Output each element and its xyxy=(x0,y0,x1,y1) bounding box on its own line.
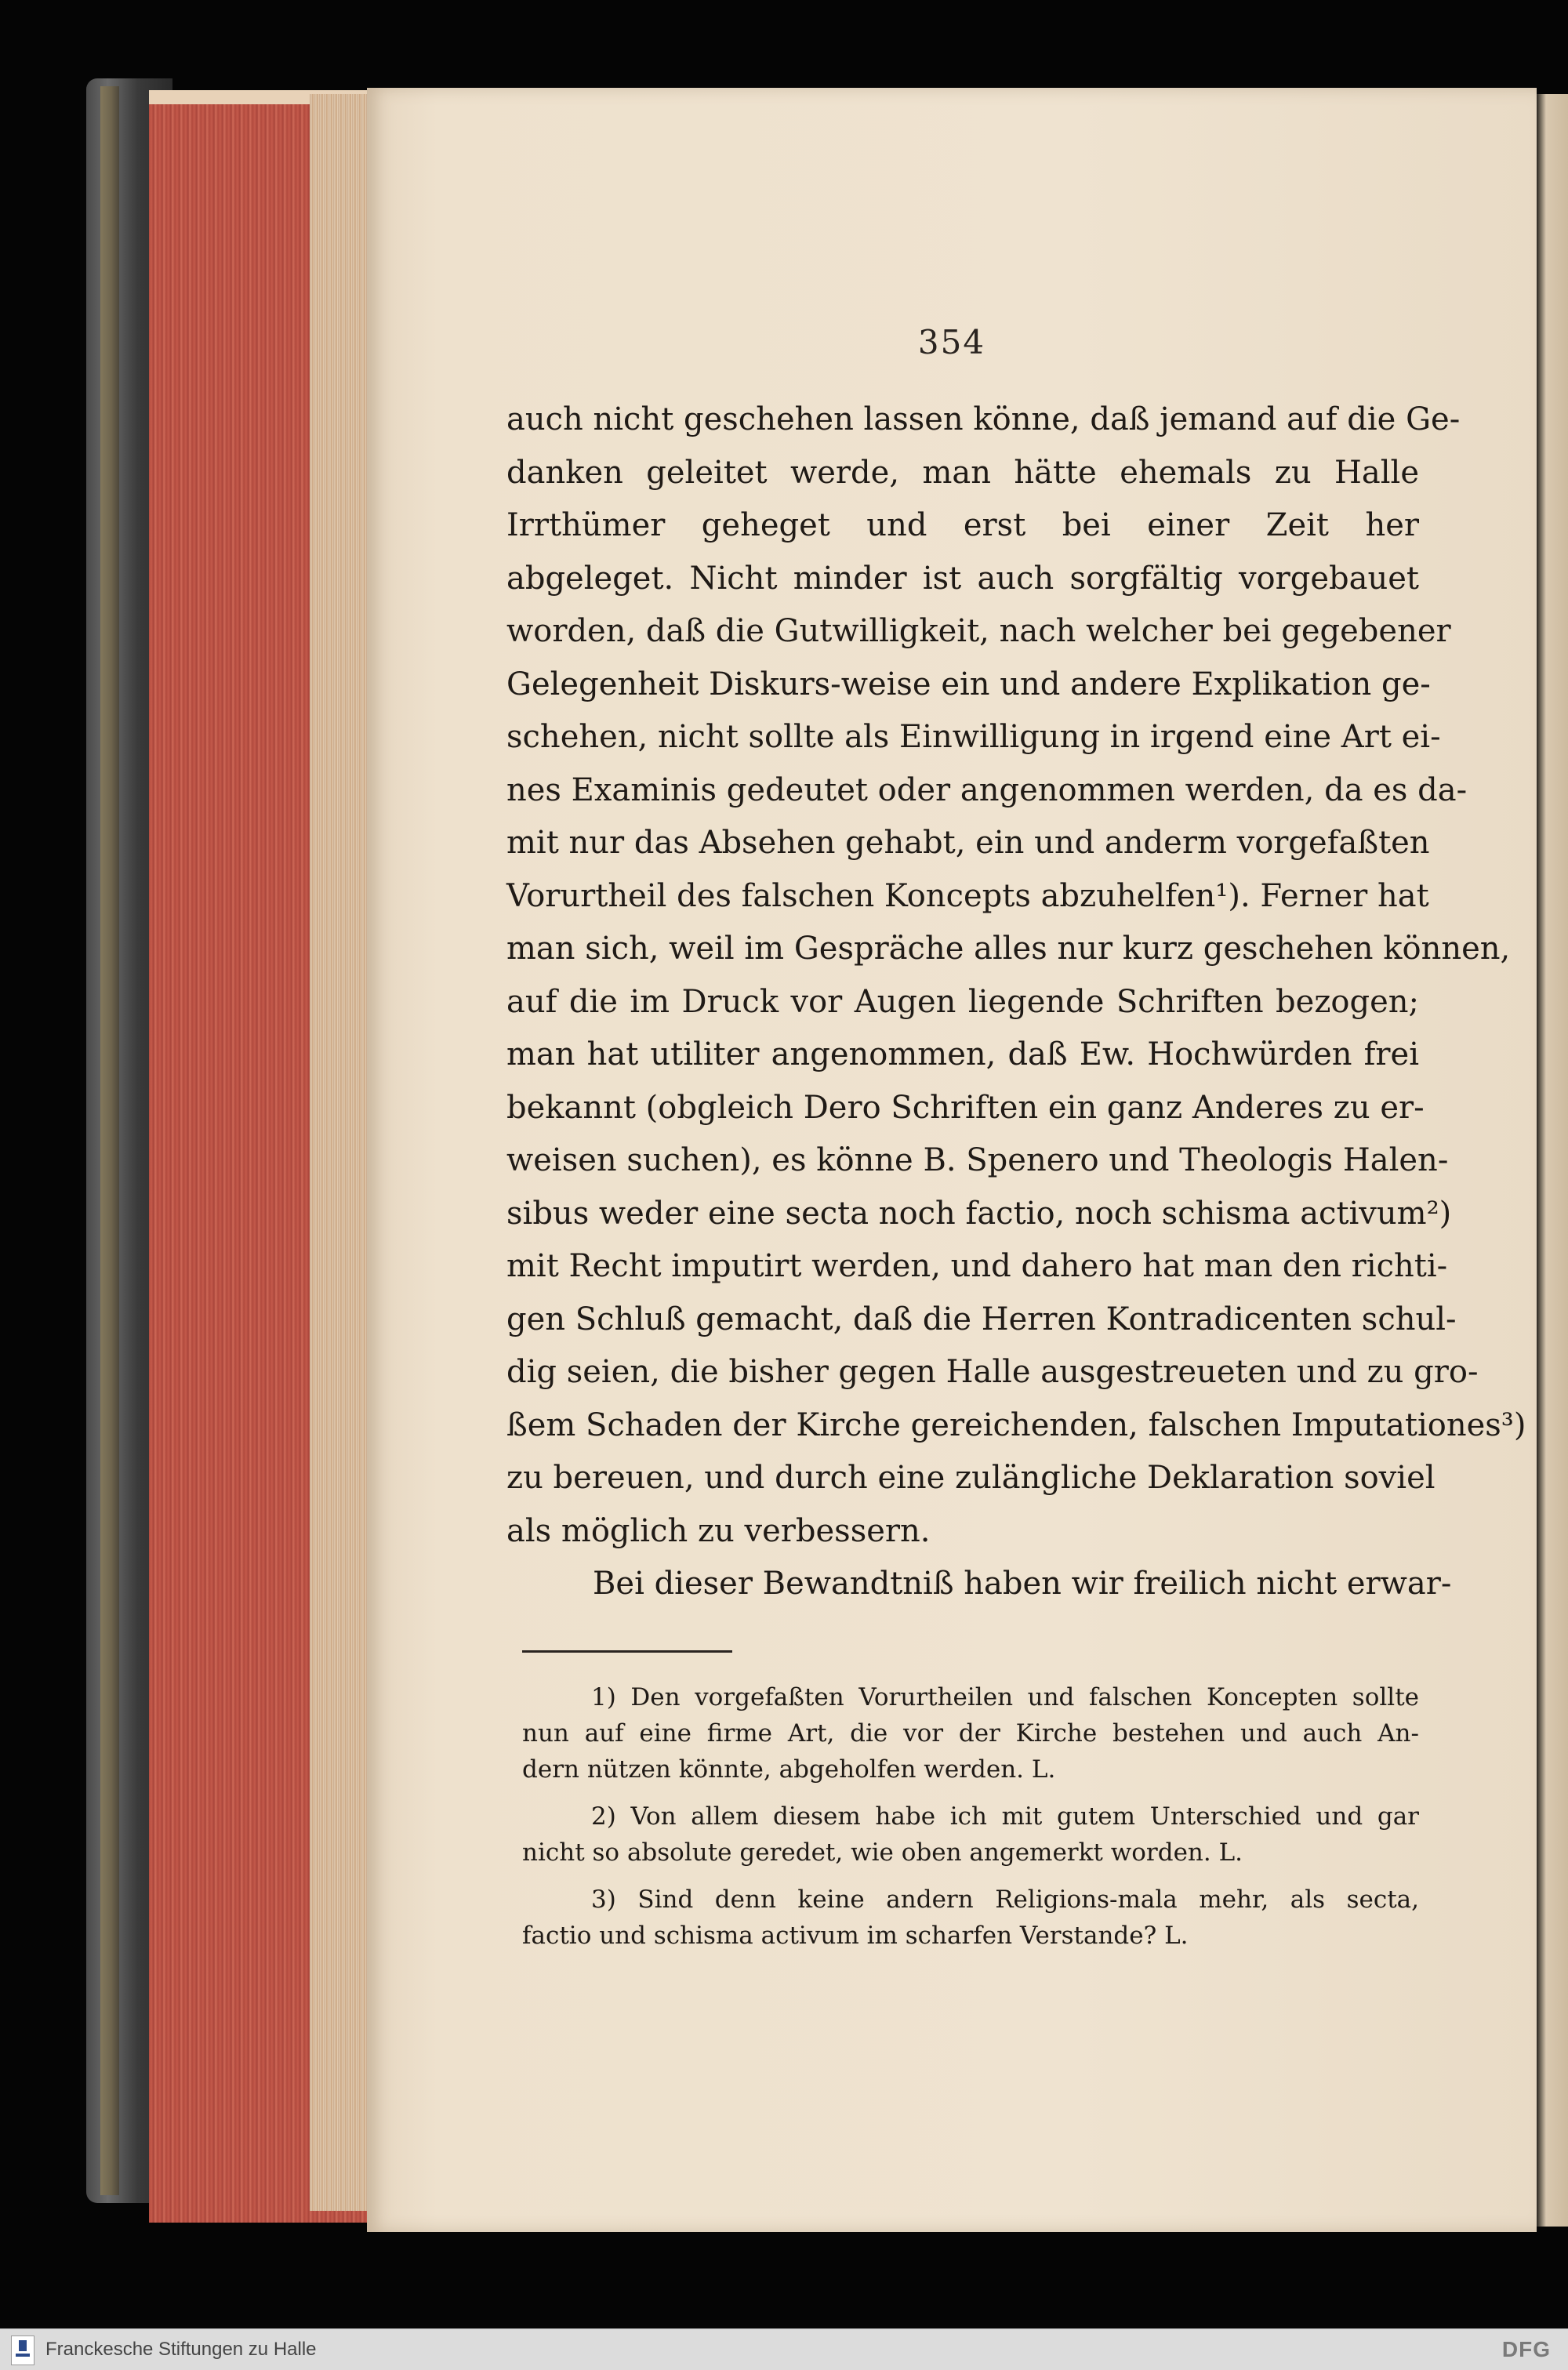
footnote-line: nun auf eine firme Art, die vor der Kirche bestehen und auch An- xyxy=(522,1719,1419,1748)
footnote xyxy=(522,1679,1419,1787)
footnote xyxy=(522,1882,1419,1954)
text-line: auf die im Druck vor Augen liegende Schriften bezogen; xyxy=(506,983,1419,1020)
text-line: weisen suchen), es könne B. Spenero und Theologis Halen- xyxy=(506,1142,1449,1178)
text-line: man sich, weil im Gespräche alles nur kurz geschehen können, xyxy=(506,931,1511,967)
text-line: Bei dieser Bewandtniß haben wir freilich nicht erwar- xyxy=(593,1566,1452,1602)
text-line: zu bereuen, und durch eine zulängliche Deklaration soviel xyxy=(506,1460,1436,1496)
text-line: bekannt (obgleich Dero Schriften ein ganz Anderes zu er- xyxy=(506,1089,1425,1126)
library-logo-icon xyxy=(11,2336,34,2365)
footnote-line: 2) Von allem diesem habe ich mit gutem Unterschied und gar xyxy=(591,1802,1419,1831)
institution-name: Franckesche Stiftungen zu Halle xyxy=(45,2339,317,2360)
text-line: dig seien, die bisher gegen Halle ausgestreueten und zu gro- xyxy=(506,1354,1479,1390)
text-line: sibus weder eine secta noch factio, noch schisma activum²) xyxy=(506,1195,1452,1232)
footnote xyxy=(522,1798,1419,1871)
dfg-logo: DFG xyxy=(1501,2337,1551,2361)
text-line: danken geleitet werde, man hätte ehemals zu Halle xyxy=(506,454,1419,491)
text-line: ßem Schaden der Kirche gereichenden, falschen Imputationes³) xyxy=(506,1406,1526,1443)
book-page xyxy=(367,88,1537,2232)
body-text xyxy=(506,394,1526,1611)
text-line: mit Recht imputirt werden, und dahero hat man den richti- xyxy=(506,1248,1448,1284)
page-number: 354 xyxy=(917,323,986,361)
footnote-line: dern nützen könnte, abgeholfen werden. L. xyxy=(522,1755,1056,1784)
footnotes xyxy=(522,1679,1419,1965)
footnote-line: factio und schisma activum im scharfen Verstande? L. xyxy=(522,1922,1189,1950)
cover-edge xyxy=(100,86,119,2195)
page-right-edge xyxy=(1537,94,1568,2227)
text-line: worden, daß die Gutwilligkeit, nach welcher bei gegebener xyxy=(506,613,1451,649)
text-line: Irrthümer geheget und erst bei einer Zeit her xyxy=(506,507,1419,543)
text-line: nes Examinis gedeutet oder angenommen werden, da es da- xyxy=(506,771,1468,808)
text-line: Gelegenheit Diskurs-weise ein und andere Explikation ge- xyxy=(506,666,1431,702)
viewer-footer xyxy=(0,2328,1568,2370)
footnote-line: 1) Den vorgefaßten Vorurtheilen und falschen Koncepten sollte xyxy=(591,1683,1419,1711)
text-line: gen Schluß gemacht, daß die Herren Kontradicenten schul- xyxy=(506,1301,1457,1337)
text-line: Vorurtheil des falschen Koncepts abzuhelfen¹). Ferner hat xyxy=(506,877,1429,914)
text-line: schehen, nicht sollte als Einwilligung in irgend eine Art ei- xyxy=(506,719,1441,755)
text-line: auch nicht geschehen lassen könne, daß jemand auf die Ge- xyxy=(506,401,1461,437)
footnote-rule xyxy=(522,1650,732,1653)
footnote-line: nicht so absolute geredet, wie oben angemerkt worden. L. xyxy=(522,1838,1243,1867)
page-edges-inner xyxy=(310,94,368,2211)
footnote-line: 3) Sind denn keine andern Religions-mala mehr, als secta, xyxy=(591,1885,1419,1914)
text-line: abgeleget. Nicht minder ist auch sorgfältig vorgebauet xyxy=(506,560,1419,597)
text-line: mit nur das Absehen gehabt, ein und anderm vorgefaßten xyxy=(506,825,1430,861)
text-line: man hat utiliter angenommen, daß Ew. Hochwürden frei xyxy=(506,1036,1419,1072)
text-line: als möglich zu verbessern. xyxy=(506,1512,931,1549)
